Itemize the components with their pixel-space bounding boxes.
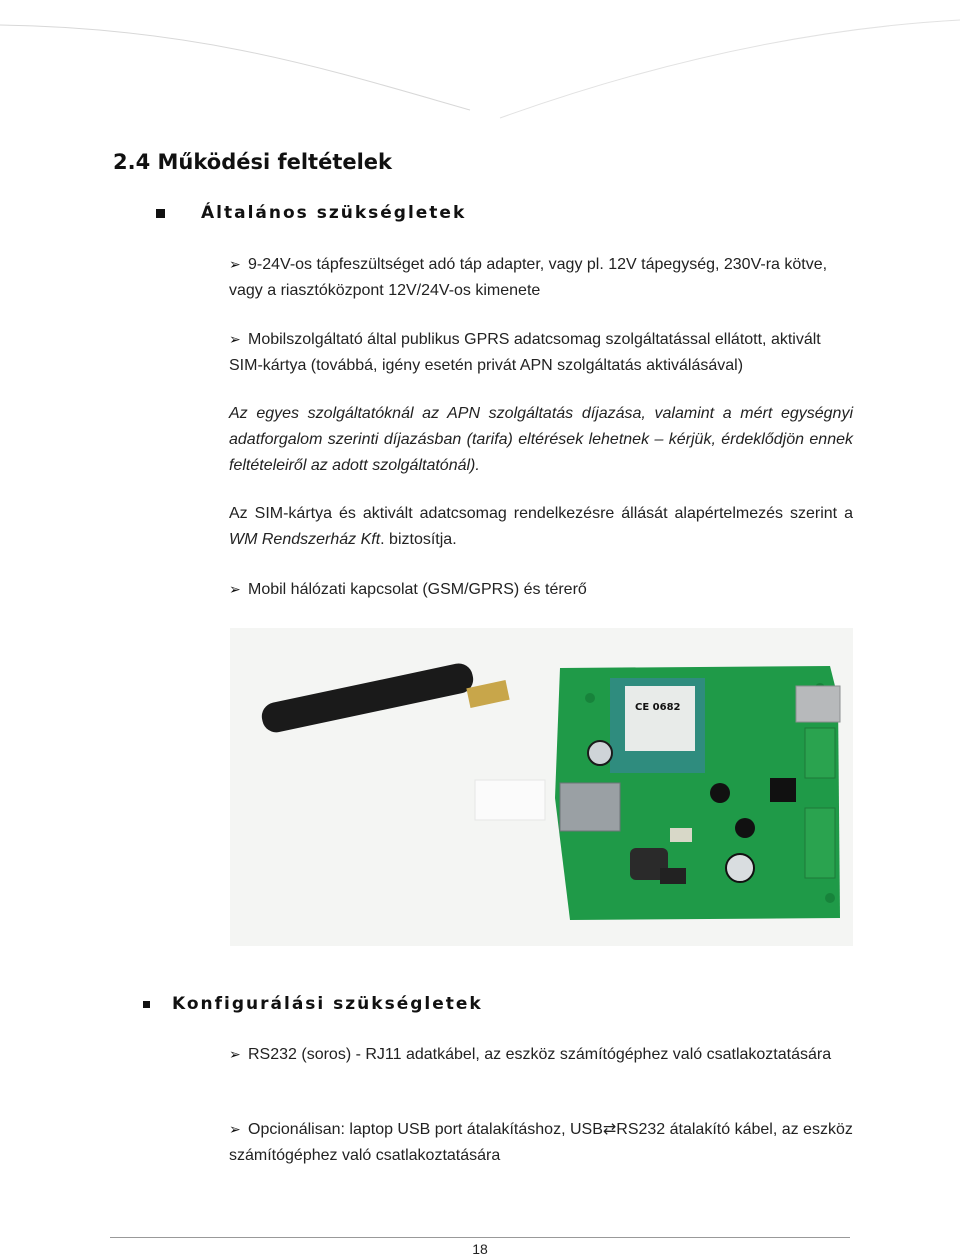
left-right-arrow-icon: ⇄ <box>602 1119 617 1138</box>
arrowhead-bullet-icon: ➢ <box>229 581 241 597</box>
config-item-usb: ➢ Opcionálisan: laptop USB port átalakításhoz, USB⇄RS232 átalakító kábel, az eszköz számítógéphez való csatlakoztatására <box>229 1116 853 1169</box>
square-bullet-icon <box>143 1001 150 1008</box>
arrowhead-bullet-icon: ➢ <box>229 256 241 272</box>
page-curl-decoration <box>0 0 960 130</box>
arrowhead-bullet-icon: ➢ <box>229 1046 241 1062</box>
config-heading-text: Konfigurálási szükségletek <box>172 994 483 1014</box>
sim-holder <box>560 783 620 831</box>
general-heading-text: Általános szükségletek <box>201 203 467 223</box>
terminal-block-2 <box>805 808 835 878</box>
configuration-requirements-heading <box>143 994 483 1014</box>
apn-pricing-note: Az egyes szolgáltatóknál az APN szolgáltatás díjazása, valamint a mért egységnyi adatforgalom szerinti díjazásban (tarifa) eltérések lehetnek – kérjük, érdeklődjön ennek feltételeiről az adott szolgáltatónál). <box>229 405 853 474</box>
general-requirements-heading <box>156 203 466 223</box>
company-name: WM Rendszerház Kft <box>229 531 381 548</box>
section-title: 2.4 Működési feltételek <box>113 150 393 174</box>
ce-mark: CE 0682 <box>635 702 681 713</box>
requirement-network: ➢ Mobil hálózati kapcsolat (GSM/GPRS) és térerő <box>229 576 853 603</box>
requirement-power: ➢ 9-24V-os tápfeszültséget adó táp adapter, vagy pl. 12V tápegység, 230V-ra kötve, vagy a riasztóközpont 12V/24V-os kimenete <box>229 251 853 304</box>
rj11-connector <box>796 686 840 722</box>
requirement-sim: ➢ Mobilszolgáltató által publikus GPRS adatcsomag szolgáltatással ellátott, aktivált SIM-kártya (továbbá, igény esetén privát APN szolgáltatás aktiválásával) <box>229 326 853 379</box>
terminal-block-1 <box>805 728 835 778</box>
arrowhead-bullet-icon: ➢ <box>229 331 241 347</box>
footer-divider <box>110 1237 850 1238</box>
sim-card-icon <box>475 780 545 820</box>
arrowhead-bullet-icon: ➢ <box>229 1121 241 1137</box>
sim-provision-note: Az SIM-kártya és aktivált adatcsomag rendelkezésre állását alapértelmezés szerint a WM Rendszerház Kft. biztosítja. <box>229 505 853 548</box>
config-item-cable: ➢ RS232 (soros) - RJ11 adatkábel, az eszköz számítógéphez való csatlakoztatására <box>229 1041 853 1068</box>
gsm-board-illustration <box>230 628 853 946</box>
device-photo <box>230 628 853 946</box>
page-number: 18 <box>472 1241 488 1257</box>
square-bullet-icon <box>156 209 165 218</box>
